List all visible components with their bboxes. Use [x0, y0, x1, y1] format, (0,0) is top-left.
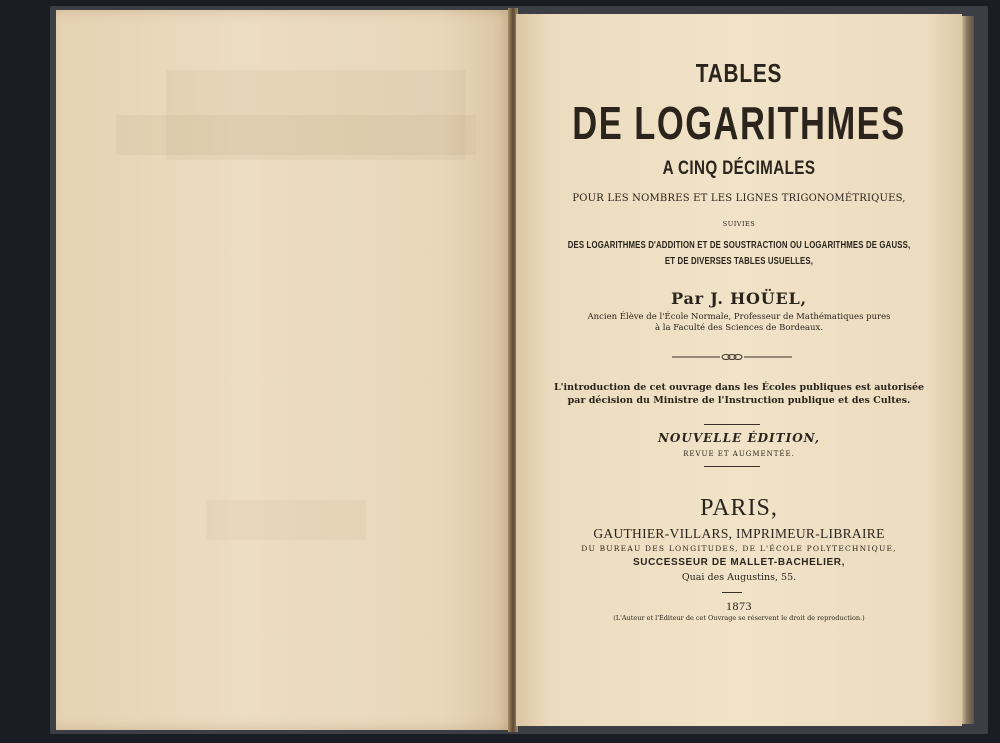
revue-label: REVUE ET AUGMENTÉE. — [683, 450, 795, 458]
author-credentials-1: Ancien Élève de l'École Normale, Professeur de Mathématiques pures — [587, 312, 891, 322]
subtitle-pour: POUR LES NOMBRES ET LES LIGNES TRIGONOMÉTRIQUES, — [572, 193, 906, 204]
title-page — [516, 14, 962, 726]
title-page-content — [516, 14, 962, 726]
publisher: GAUTHIER-VILLARS, IMPRIMEUR-LIBRAIRE — [593, 526, 885, 541]
left-page — [56, 10, 512, 730]
subtitle: A CINQ DÉCIMALES — [662, 158, 816, 179]
authorization-line-2: par décision du Ministre de l'Instruction publique et des Cultes. — [567, 395, 911, 406]
publisher-bureau: DU BUREAU DES LONGITUDES, DE L'ÉCOLE POLYTECHNIQUE, — [581, 544, 897, 553]
rule-above-edition — [704, 424, 760, 425]
ornament-divider-icon — [672, 352, 792, 362]
author-name: Par J. HOÜEL, — [671, 289, 807, 308]
description-line-2: ET DE DIVERSES TABLES USUELLES, — [664, 256, 814, 267]
rights-notice: (L'Auteur et l'Éditeur de cet Ouvrage se réservent le droit de reproduction.) — [613, 614, 865, 622]
rule-below-edition — [704, 466, 760, 467]
rule-above-year — [722, 592, 742, 593]
publisher-successor: SUCCESSEUR DE MALLET-BACHELIER, — [633, 557, 845, 568]
publisher-address: Quai des Augustins, 55. — [681, 572, 797, 583]
page-edges — [962, 16, 974, 724]
bleed-through-ghost — [116, 115, 476, 155]
description-line-1: DES LOGARITHMES D'ADDITION ET DE SOUSTRACTION OU LOGARITHMES DE GAUSS, — [567, 240, 911, 251]
publication-year: 1873 — [726, 599, 752, 613]
edition-label: NOUVELLE ÉDITION, — [657, 431, 821, 445]
main-title: DE LOGARITHMES — [572, 97, 906, 149]
title-tables: TABLES — [695, 58, 783, 88]
city: PARIS, — [700, 495, 778, 521]
author-credentials-2: à la Faculté des Sciences de Bordeaux. — [654, 323, 824, 333]
suivies-label: SUIVIES — [722, 220, 756, 228]
bleed-through-ghost — [206, 500, 366, 540]
authorization-line-1: L'introduction de cet ouvrage dans les Écoles publiques est autorisée — [553, 382, 925, 393]
